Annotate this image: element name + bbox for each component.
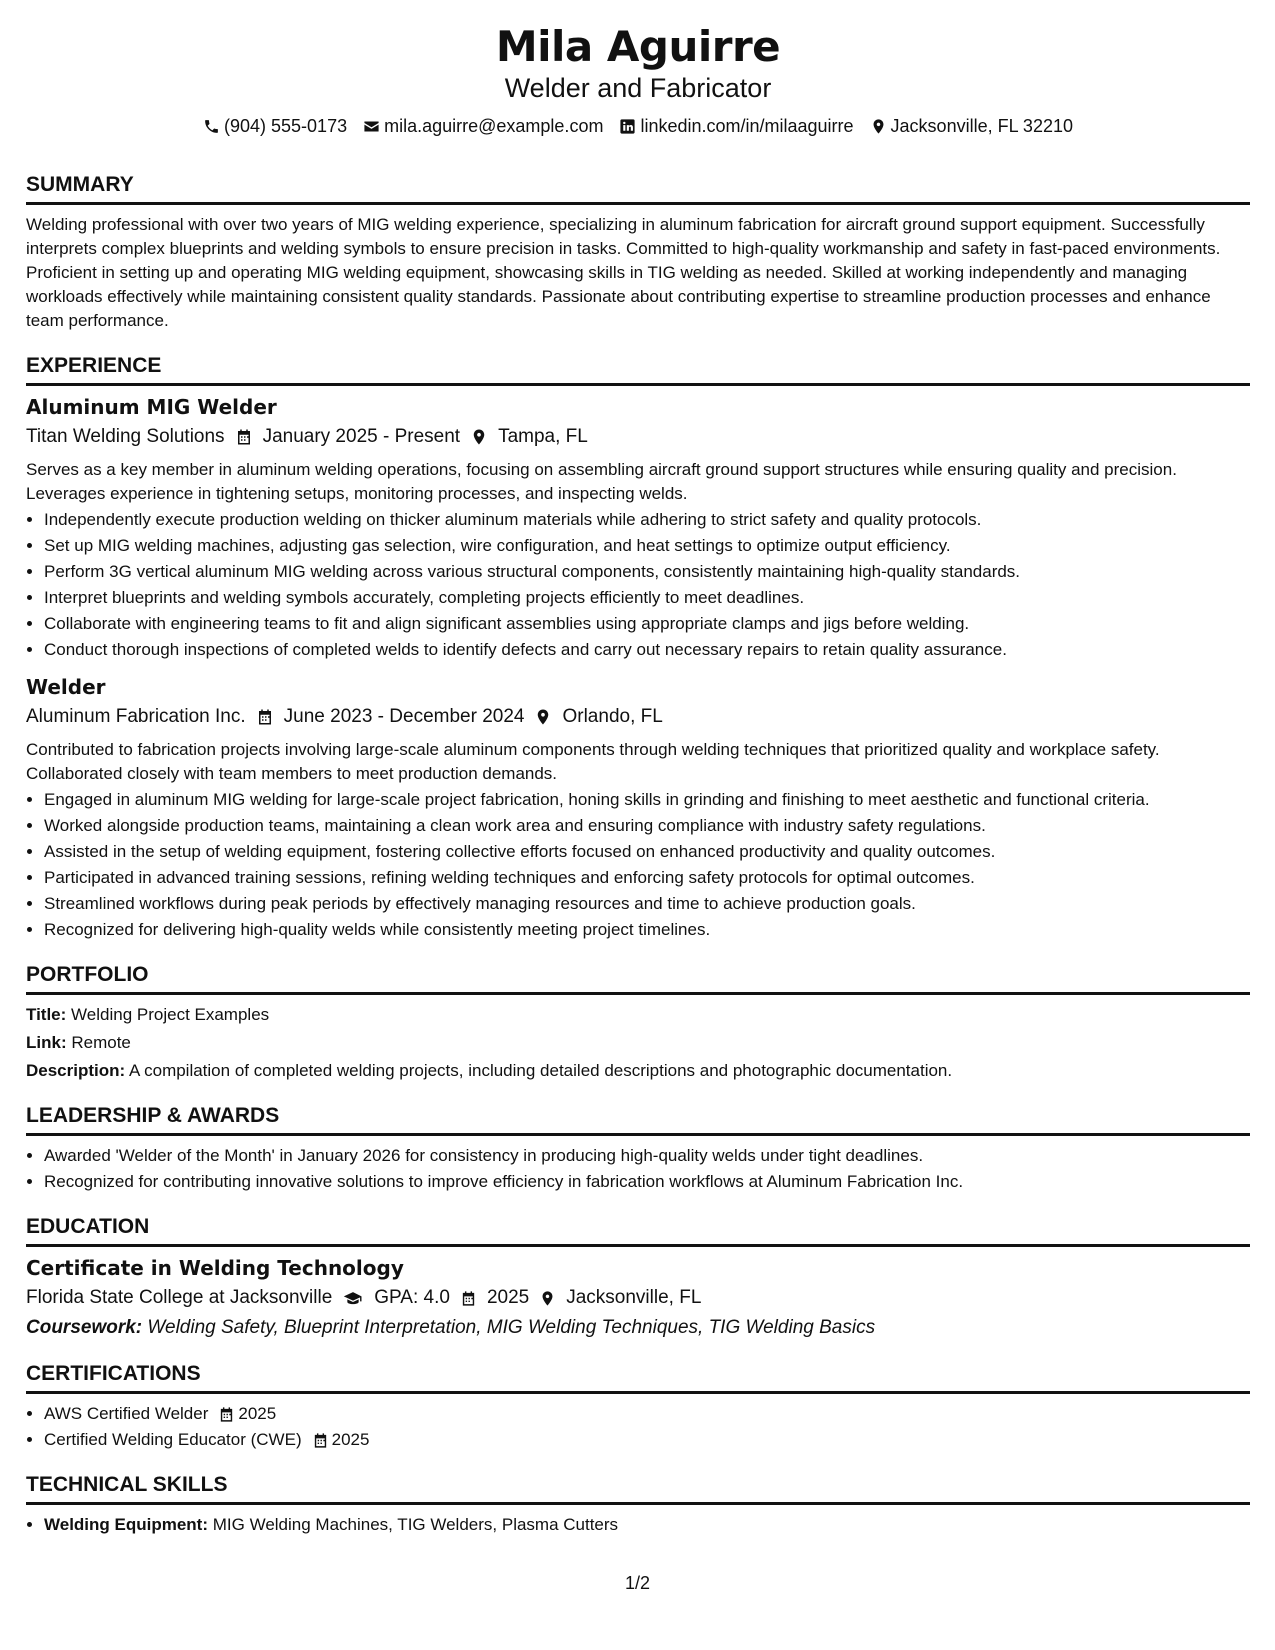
list-item xyxy=(44,1402,1250,1426)
skills-heading: TECHNICAL SKILLS xyxy=(26,1472,1250,1505)
portfolio-title-value: Welding Project Examples xyxy=(71,1005,270,1024)
list-item: • Streamlined workflows during peak periods by effectively managing resources and time to achieve production goals. xyxy=(44,892,1250,916)
calendar-icon xyxy=(256,708,274,726)
education-school: Florida State College at Jacksonville xyxy=(26,1287,333,1308)
certifications-heading: CERTIFICATIONS xyxy=(26,1361,1250,1394)
job-bullets xyxy=(26,788,1250,942)
certification-year: 2025 xyxy=(331,1430,370,1449)
job-bullets xyxy=(26,508,1250,662)
education-location: Jacksonville, FL xyxy=(566,1287,702,1308)
resume-header xyxy=(26,22,1250,138)
skill-value: MIG Welding Machines, TIG Welders, Plasma Cutters xyxy=(212,1515,619,1534)
portfolio-block xyxy=(26,1003,1250,1083)
graduation-cap-icon xyxy=(342,1290,364,1307)
calendar-icon xyxy=(460,1290,477,1307)
job-entry xyxy=(26,674,1250,942)
list-item: • Recognized for contributing innovative solutions to improve efficiency in fabrication workflows at Aluminum Fabrication Inc. xyxy=(44,1170,1250,1194)
contact-bar xyxy=(26,114,1250,138)
job-title: Welder xyxy=(26,675,106,699)
portfolio-description-label: Description: xyxy=(26,1061,126,1080)
job-description: Serves as a key member in aluminum welding operations, focusing on assembling aircraft ground support structures while ensuring quality and precision. Leverages experience in tightening setups, monitoring processes, and inspecting welds. xyxy=(26,460,1177,503)
list-item xyxy=(44,1428,1250,1452)
envelope-icon xyxy=(363,118,380,135)
education-meta xyxy=(26,1285,1250,1311)
job-description: Contributed to fabrication projects involving large-scale aluminum components through welding techniques that prioritized quality and workplace safety. Collaborated closely with team members to meet production demands. xyxy=(26,740,1160,783)
linkedin-icon xyxy=(619,118,636,135)
job-dates: January 2025 - Present xyxy=(262,426,461,447)
map-pin-icon xyxy=(534,708,552,726)
list-item: • Recognized for delivering high-quality welds while consistently meeting project timelines. xyxy=(44,918,1250,942)
certification-date xyxy=(312,1428,370,1452)
certification-name: • Certified Welding Educator (CWE) xyxy=(44,1430,302,1449)
contact-phone xyxy=(203,114,347,138)
candidate-name: Mila Aguirre xyxy=(495,22,781,71)
linkedin-text: linkedin.com/in/milaaguirre xyxy=(640,116,854,136)
list-item: • Collaborate with engineering teams to fit and align significant assemblies using appropriate clamps and jigs before welding. xyxy=(44,612,1250,636)
skill-label: Welding Equipment: xyxy=(44,1515,209,1534)
job-meta xyxy=(26,704,1250,730)
list-item: • Worked alongside production teams, maintaining a clean work area and ensuring compliance with industry safety regulations. xyxy=(44,814,1250,838)
contact-location xyxy=(870,114,1073,138)
education-coursework xyxy=(26,1315,1250,1341)
contact-linkedin[interactable] xyxy=(619,114,853,138)
map-pin-icon xyxy=(539,1290,556,1307)
portfolio-description-row xyxy=(26,1059,1250,1083)
portfolio-link-row xyxy=(26,1031,1250,1055)
calendar-icon xyxy=(218,1406,235,1423)
job-location: Tampa, FL xyxy=(498,426,588,447)
portfolio-title-row xyxy=(26,1003,1250,1027)
job-location: Orlando, FL xyxy=(562,706,663,727)
email-text: mila.aguirre@example.com xyxy=(384,116,604,136)
education-degree: Certificate in Welding Technology xyxy=(26,1256,404,1280)
list-item: • Assisted in the setup of welding equipment, fostering collective efforts focused on enhanced productivity and quality outcomes. xyxy=(44,840,1250,864)
job-company: Aluminum Fabrication Inc. xyxy=(26,706,246,727)
certifications-list xyxy=(26,1402,1250,1452)
list-item: • Participated in advanced training sessions, refining welding techniques and enforcing safety protocols for optimal outcomes. xyxy=(44,866,1250,890)
certification-year: 2025 xyxy=(238,1404,277,1423)
list-item: • Independently execute production welding on thicker aluminum materials while adhering to strict safety and quality protocols. xyxy=(44,508,1250,532)
list-item: • Conduct thorough inspections of completed welds to identify defects and carry out necessary repairs to retain quality assurance. xyxy=(44,638,1250,662)
portfolio-heading: PORTFOLIO xyxy=(26,962,1250,995)
phone-icon xyxy=(203,118,220,135)
job-entry xyxy=(26,394,1250,662)
job-company: Titan Welding Solutions xyxy=(26,426,225,447)
calendar-icon xyxy=(312,1432,329,1449)
certification-date xyxy=(218,1402,276,1426)
location-text: Jacksonville, FL 32210 xyxy=(890,116,1073,136)
job-meta xyxy=(26,424,1250,450)
list-item: • Awarded 'Welder of the Month' in January 2026 for consistency in producing high-quality welds under tight deadlines. xyxy=(44,1144,1250,1168)
portfolio-description-value: A compilation of completed welding projects, including detailed descriptions and photographic documentation. xyxy=(128,1061,953,1080)
portfolio-link-label: Link: xyxy=(26,1033,67,1052)
coursework-label: Coursework: xyxy=(26,1317,143,1338)
summary-heading: SUMMARY xyxy=(26,172,1250,205)
skills-list xyxy=(26,1513,1250,1537)
certification-entry xyxy=(44,1428,369,1452)
list-item: • Interpret blueprints and welding symbols accurately, completing projects efficiently to meet deadlines. xyxy=(44,586,1250,610)
experience-heading: EXPERIENCE xyxy=(26,353,1250,386)
certification-entry xyxy=(44,1402,276,1426)
certification-name: • AWS Certified Welder xyxy=(44,1404,209,1423)
leadership-list xyxy=(26,1144,1250,1194)
map-pin-icon xyxy=(470,428,488,446)
coursework-list: Welding Safety, Blueprint Interpretation, MIG Welding Techniques, TIG Welding Basics xyxy=(147,1317,876,1338)
calendar-icon xyxy=(235,428,253,446)
map-pin-icon xyxy=(870,118,887,135)
page-indicator: 1/2 xyxy=(624,1573,651,1593)
list-item: • Engaged in aluminum MIG welding for large-scale project fabrication, honing skills in grinding and finishing to meet aesthetic and functional criteria. xyxy=(44,788,1250,812)
list-item xyxy=(44,1513,1250,1537)
list-item: • Perform 3G vertical aluminum MIG welding across various structural components, consistently maintaining high-quality standards. xyxy=(44,560,1250,584)
education-year: 2025 xyxy=(486,1287,530,1308)
list-item: • Set up MIG welding machines, adjusting gas selection, wire configuration, and heat settings to optimize output efficiency. xyxy=(44,534,1250,558)
job-dates: June 2023 - December 2024 xyxy=(283,706,525,727)
portfolio-link-value: Remote xyxy=(71,1033,131,1052)
candidate-title: Welder and Fabricator xyxy=(504,73,772,103)
resume-page xyxy=(26,22,1250,1537)
summary-text: Welding professional with over two years of MIG welding experience, specializing in aluminum fabrication for aircraft ground support equipment. Successfully interprets complex blueprints and welding symbols to ensure precision in tasks. Committed to high-quality workmanship and safety in fast-paced environments. Proficient in setting up and operating MIG welding equipment, showcasing skills in TIG welding as needed. Skilled at working independently and managing workloads effectively while maintaining consistent quality standards. Passionate about contributing expertise to streamline production processes and enhance team performance. xyxy=(26,215,1221,330)
leadership-heading: LEADERSHIP & AWARDS xyxy=(26,1103,1250,1136)
contact-email[interactable] xyxy=(363,114,603,138)
phone-text: (904) 555-0173 xyxy=(224,116,348,136)
education-gpa: GPA: 4.0 xyxy=(374,1287,450,1308)
portfolio-title-label: Title: xyxy=(26,1005,67,1024)
education-heading: EDUCATION xyxy=(26,1214,1250,1247)
job-title: Aluminum MIG Welder xyxy=(26,395,277,419)
